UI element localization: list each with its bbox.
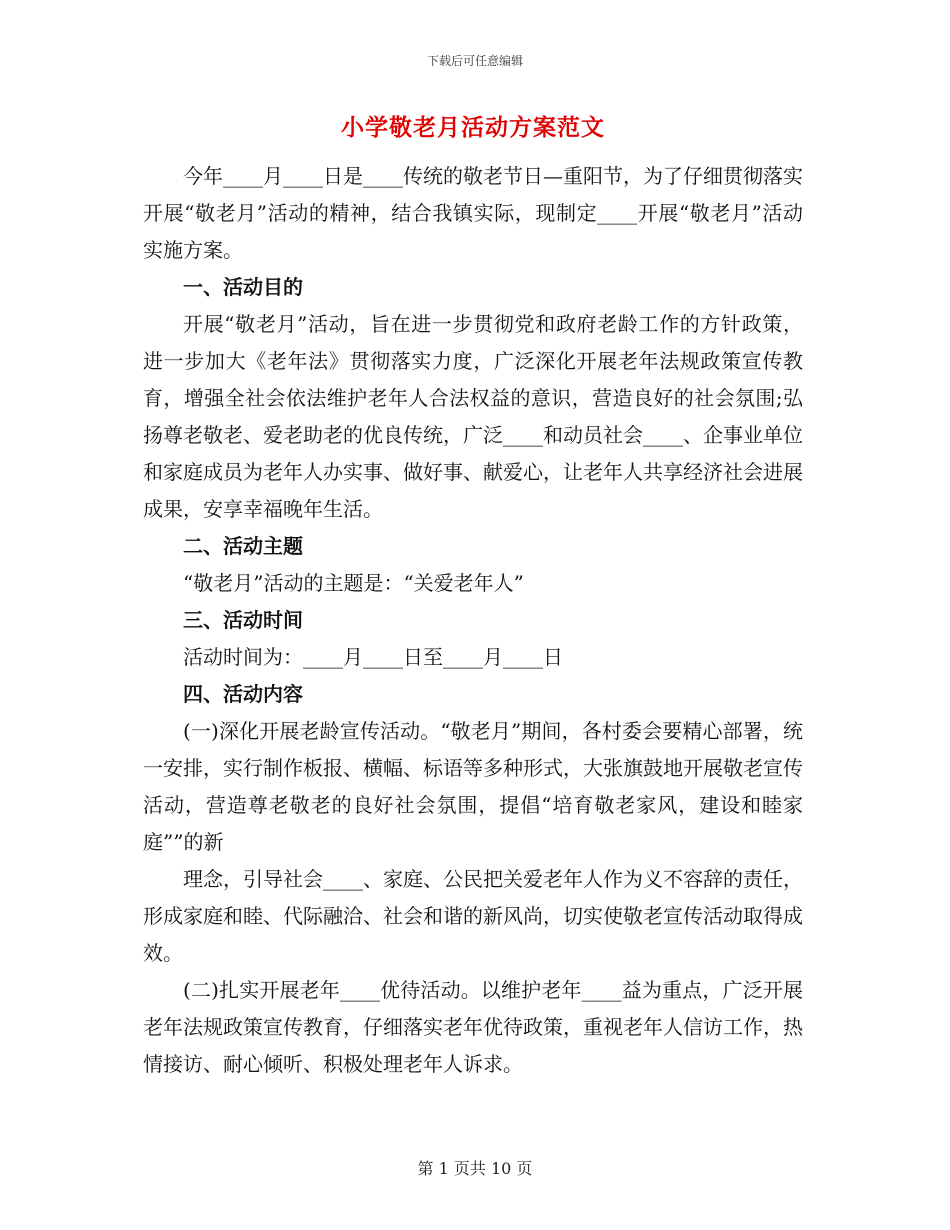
theme-line: “敬老月”活动的主题是：“关爱老年人”: [183, 571, 524, 595]
content-item-1-part-1: (一)深化开展老龄宣传活动。“敬老月”期间，各村委会要精心部署，统一安排，实行制作板报、横幅、标语等多种形式，大张旗鼓地开展敬老宣传活动，营造尊老敬老的良好社会氛围，提倡“培育敬老家风，建设和睦家庭””的新: [143, 719, 803, 854]
content-item-2: (二)扎实开展老年____优待活动。以维护老年____益为重点，广泛开展老年法规政策宣传教育，仔细落实老年优待政策，重视老年人信访工作，热情接访、耐心倾听、积极处理老年人诉求。: [143, 978, 803, 1076]
page-header-note: 下载后可任意编辑: [426, 54, 523, 68]
content-item-1-part-2: 理念，引导社会____、家庭、公民把关爱老年人作为义不容辞的责任，形成家庭和睦、代际融洽、社会和谐的新风尚，切实使敬老宣传活动取得成效。: [143, 867, 803, 965]
purpose-paragraph: 开展“敬老月”活动，旨在进一步贯彻党和政府老龄工作的方针政策，进一步加大《老年法》贯彻落实力度，广泛深化开展老年法规政策宣传教育，增强全社会依法维护老年人合法权益的意识，营造良好的社会氛围;弘扬尊老敬老、爱老助老的优良传统，广泛____和动员社会____、企事业单位和家庭成员为老年人办实事、做好事、献爱心，让老年人共享经济社会进展成果，安享幸福晚年生活。: [143, 312, 803, 521]
document-title: 小学敬老月活动方案范文: [341, 114, 605, 141]
section-heading-content: 四、活动内容: [183, 682, 303, 706]
time-line: 活动时间为：____月____日至____月____日: [183, 645, 563, 669]
page-number-footer: 第 1 页共 10 页: [417, 1159, 533, 1178]
section-heading-purpose: 一、活动目的: [183, 275, 303, 299]
intro-paragraph: 今年____月____日是____传统的敬老节日—重阳节，为了仔细贯彻落实开展“敬老月”活动的精神，结合我镇实际，现制定____开展“敬老月”活动实施方案。: [143, 164, 803, 262]
section-heading-theme: 二、活动主题: [183, 534, 303, 558]
document-body: [143, 108, 803, 1083]
section-heading-time: 三、活动时间: [183, 608, 303, 632]
